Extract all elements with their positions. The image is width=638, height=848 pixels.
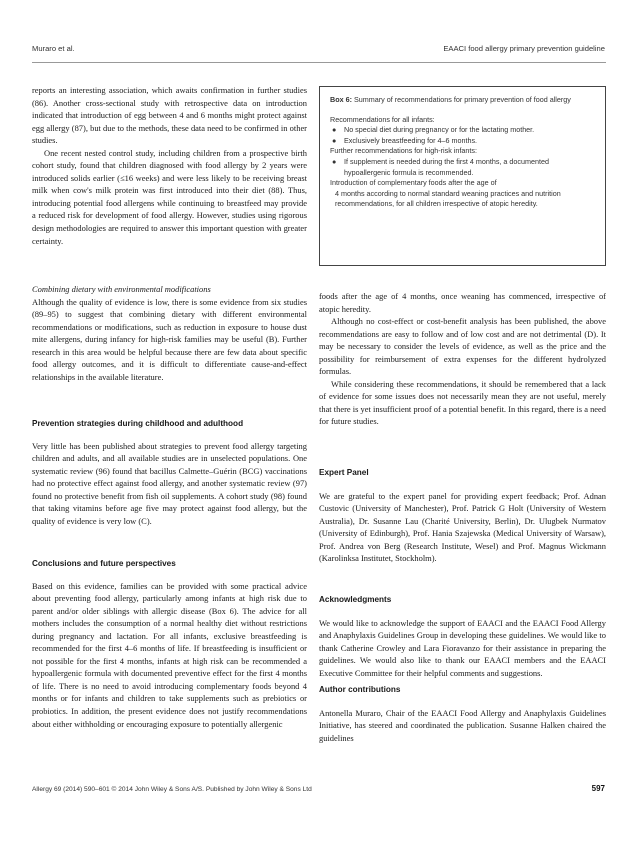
left-section-combining <box>32 283 307 383</box>
section-heading-prevention: Prevention strategies during childhood and adulthood <box>32 419 244 428</box>
header-rule <box>32 62 606 63</box>
paragraph: While considering these recommendations, it should be remembered that a lack of evidence for some issues does not necessarily mean they are not useful, merely that there is yet insufficient proof of a potential benefit. In this regard, there is a need for future studies. <box>319 378 606 427</box>
paragraph: One recent nested control study, including children from a prospective birth cohort study, found that children diagnosed with food allergy by 2 years were introduced solids earlier (≤16 weeks) and were less likely to be receiving breast milk when cow's milk protein was first introduced into their diet (88). Thus, introducing potential food allergens while continuing to breastfeed may provide a reduced risk for development of food allergy. However, studies using rigorous design methodologies are required to answer this important question with greater certainty. <box>32 147 307 246</box>
section-heading-combining: Combining dietary with environmental modifications <box>32 284 211 294</box>
list-item: ● If supplement is needed during the first 4 months, a documented hypoallergenic formula is recommended. <box>332 156 549 177</box>
paragraph: Very little has been published about strategies to prevent food allergy targeting children and adults, and all available studies are in unselected populations. One systematic review (96) found that bacillus Calmette–Guérin (BCG) vaccinations had no protective effect against food allergy, and another systematic review (97) found no protective benefit from fish oil supplements. A cohort study (98) found that taking vitamins before age five may protect against food allergy, but the quality of evidence is very low (C). <box>32 440 307 526</box>
left-section-prevention <box>32 418 307 527</box>
section-heading-author-contributions: Author contributions <box>319 685 401 694</box>
paragraph: Although the quality of evidence is low, there is some evidence from six studies (89–95) to suggest that combining dietary with different environmental recommendations or modifications, such as reduction in exposure to house dust mite allergens, during infancy for high-risk families may be useful (B). Further research in this area would be helpful because there are few data about specific food allergy outcomes, and it is difficult to differentiate cause-and-effect relationships in the available literature. <box>32 296 307 382</box>
page-number: 597 <box>591 784 605 793</box>
footer-citation: Allergy 69 (2014) 590–601 © 2014 John Wiley & Sons A/S. Published by John Wiley & Sons Ltd <box>32 786 312 793</box>
box-heading-all-infants: Recommendations for all infants: <box>330 114 435 124</box>
bullet-icon: ● <box>332 156 337 166</box>
box-heading-high-risk: Further recommendations for high-risk infants: <box>330 146 478 156</box>
right-section-expert <box>319 467 606 565</box>
right-section-authors <box>319 684 606 744</box>
paragraph: foods after the age of 4 months, once weaning has commenced, irrespective of atopic heredity. <box>319 291 606 314</box>
box-list-high-risk <box>330 157 595 178</box>
paragraph: Although no cost-effect or cost-benefit analysis has been published, the above recommendations are easy to follow and of low cost and are not detrimental (D). It may be necessary to consider the levels of evidence, as well as the price and the possibility for reimbursement of extra expenses for the different hydrolyzed formulas. <box>319 316 606 377</box>
box-heading-complementary: Introduction of complementary foods after the age of <box>330 178 497 188</box>
left-section-conclusions <box>32 558 307 730</box>
box-6-summary <box>319 86 606 266</box>
paragraph: We would like to acknowledge the support of EAACI and the EAACI Food Allergy and Anaphylaxis Guidelines Group in developing these guidelines. We would like to thank Catherine Crowley and Lara Fioravanzo for their assistance in preparing the guidelines. We would also like to thank our EAACI members and the EAACI Executive Committee for their helpful comments and suggestions. <box>319 617 606 678</box>
right-column-top <box>319 290 606 428</box>
box-complementary-text: 4 months according to normal standard weaning practices and nutrition recommendations, for all children irrespective of atopic heredity. <box>335 188 561 209</box>
list-item: ● Exclusively breastfeeding for 4–6 months. <box>332 135 478 145</box>
list-item: ● No special diet during pregnancy or for the lactating mother. <box>332 125 535 135</box>
section-heading-expert: Expert Panel <box>319 468 369 477</box>
box-title <box>330 95 595 106</box>
paragraph: reports an interesting association, which awaits confirmation in further studies (86). Another cross-sectional study with retrospective data on introduction indicated that introduction of egg between 4 and 6 months might protect against egg allergy (87), but due to the methods, these data need to be confirmed in other studies. <box>32 85 307 146</box>
box-list-all-infants <box>330 125 595 146</box>
paragraph: We are grateful to the expert panel for providing expert feedback; Prof. Adnan Custovic (University of Manchester), Prof. Patrick G Holt (University of Western Australia), Dr. Susanne Lau (Charité University, Berlin), Dr. Ulugbek Nurmatov (University of Edinburgh), Prof. Hania Szajewska (Medical University of Warsaw), Prof. Andrea von Berg (Research Institute, Wesel) and Prof. Magnus Wickmann (Karolinksa Institutet, Stockholm). <box>319 490 606 564</box>
paragraph: Based on this evidence, families can be provided with some practical advice about preventing food allergy, particularly among infants at high risk due to parent and/or older siblings with allergic disease (Box 6). The advice for all mothers includes the consumption of a normal healthy diet without restrictions during pregnancy and lactation. For all infants, exclusive breastfeeding is recommended for the first 4–6 months of life. If breastfeeding is insufficient or not possible for the first 4 months, infants at high risk can be recommended a hypoallergenic formula with documented preventive effect for the first 4 months of life. There is no need to avoid introducing complementary foods beyond 4 months or for infants and children to take supplements such as prebiotics or probiotics. In addition, the present evidence does not justify recommendations about either withholding or encouraging exposure to potentially allergenic <box>32 580 307 729</box>
box-title-text: Summary of recommendations for primary prevention of food allergy <box>353 95 571 104</box>
running-header-authors: Muraro et al. <box>32 44 75 53</box>
section-heading-acknowledgments: Acknowledgments <box>319 595 392 604</box>
paragraph: Antonella Muraro, Chair of the EAACI Food Allergy and Anaphylaxis Guidelines Initiative, has steered and coordinated the publication. Susanne Halken chaired the guidelines <box>319 707 606 743</box>
bullet-icon: ● <box>332 135 337 145</box>
bullet-icon: ● <box>332 125 337 135</box>
section-heading-conclusions: Conclusions and future perspectives <box>32 559 176 568</box>
right-section-ack <box>319 594 606 679</box>
box-label: Box 6: <box>330 95 352 104</box>
running-header-title: EAACI food allergy primary prevention guideline <box>443 44 605 53</box>
left-column-top <box>32 84 307 247</box>
